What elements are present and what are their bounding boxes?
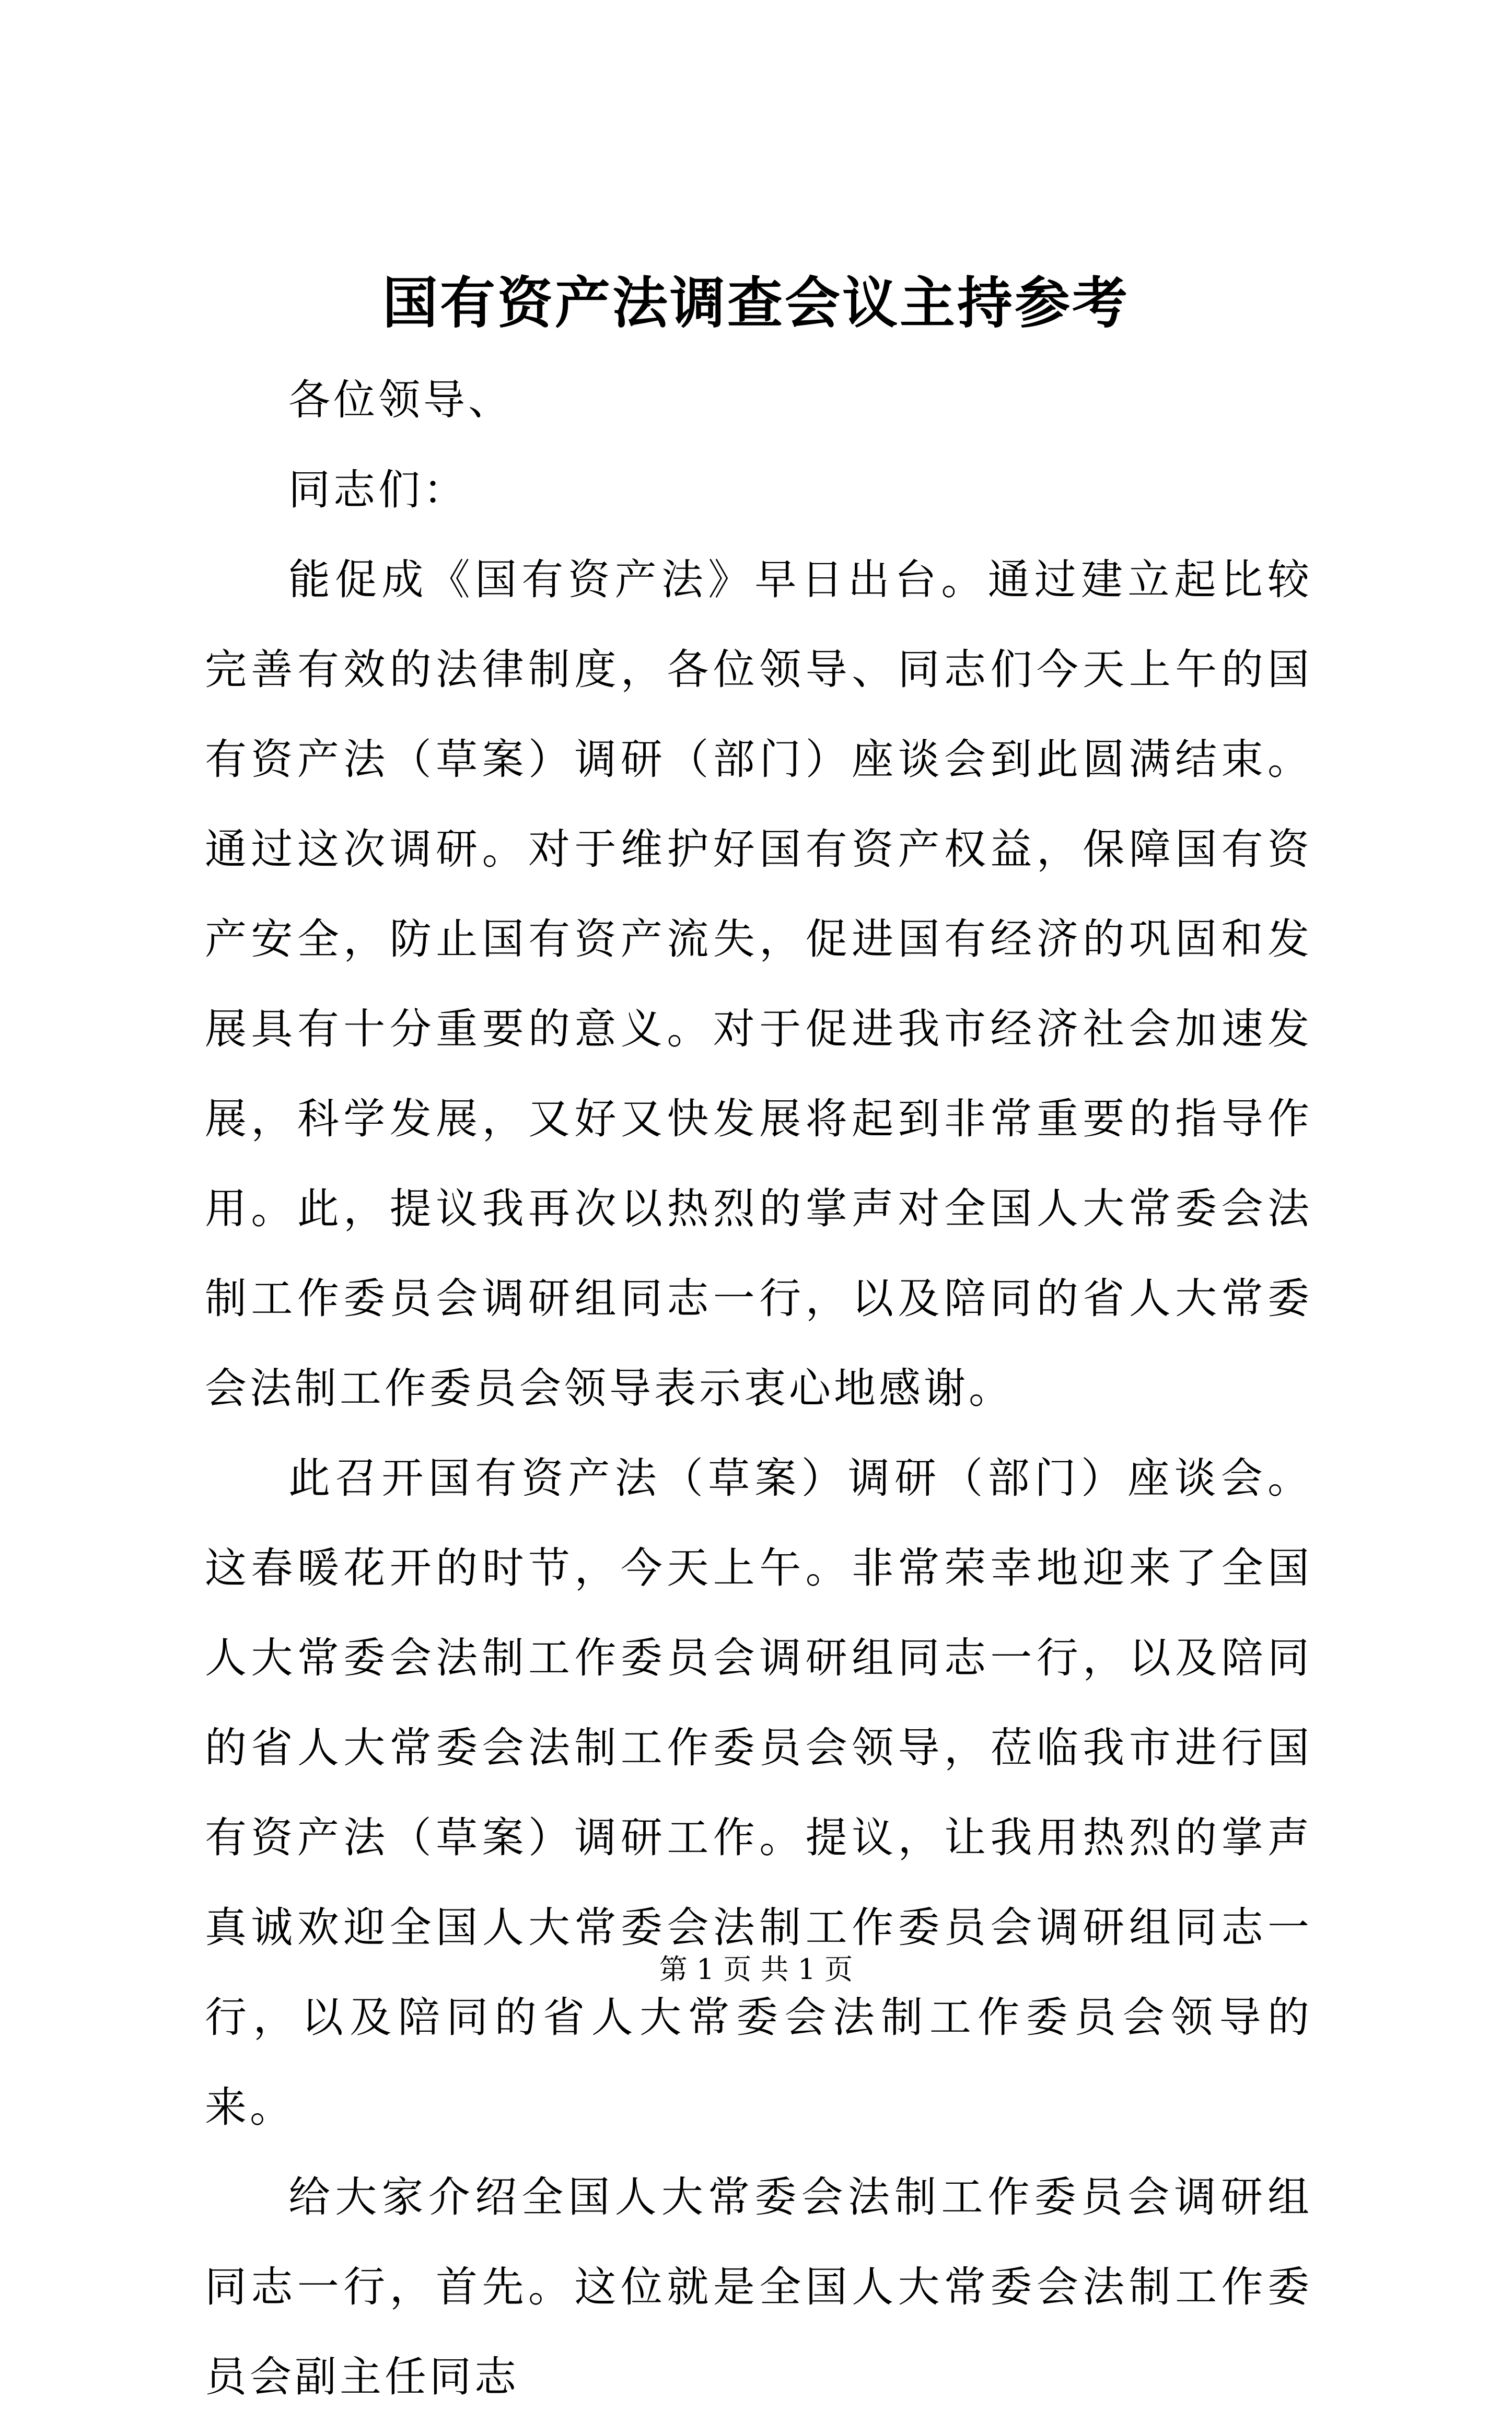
document-title: 国有资产法调查会议主持参考 bbox=[382, 270, 1130, 335]
salutation-line-2: 同志们： bbox=[288, 465, 468, 514]
salutation-line-1: 各位领导、 bbox=[288, 376, 513, 424]
body-paragraph-3: 给大家介绍全国人大常委会法制工作委员会调研组同志一行，首先。这位就是全国人大常委会法制工作委员会副主任同志 bbox=[205, 2173, 1312, 2401]
document-body bbox=[205, 355, 1312, 2422]
body-paragraph-2: 此召开国有资产法（草案）调研（部门）座谈会。这春暖花开的时节，今天上午。非常荣幸地迎来了全国人大常委会法制工作委员会调研组同志一行，以及陪同的省人大常委会法制工作委员会领导，莅临我市进行国有资产法（草案）调研工作。提议，让我用热烈的掌声真诚欢迎全国人大常委会法制工作委员会调研组同志一行，以及陪同的省人大常委会法制工作委员会领导的来。 bbox=[205, 1454, 1312, 2132]
body-paragraph-1: 能促成《国有资产法》早日出台。通过建立起比较完善有效的法律制度，各位领导、同志们今天上午的国有资产法（草案）调研（部门）座谈会到此圆满结束。通过这次调研。对于维护好国有资产权益，保障国有资产安全，防止国有资产流失，促进国有经济的巩固和发展具有十分重要的意义。对于促进我市经济社会加速发展，科学发展，又好又快发展将起到非常重要的指导作用。此，提议我再次以热烈的掌声对全国人大常委会法制工作委员会调研组同志一行，以及陪同的省人大常委会法制工作委员会领导表示衷心地感谢。 bbox=[205, 555, 1312, 1413]
page-number-footer: 第 1 页 共 1 页 bbox=[659, 1953, 853, 1986]
